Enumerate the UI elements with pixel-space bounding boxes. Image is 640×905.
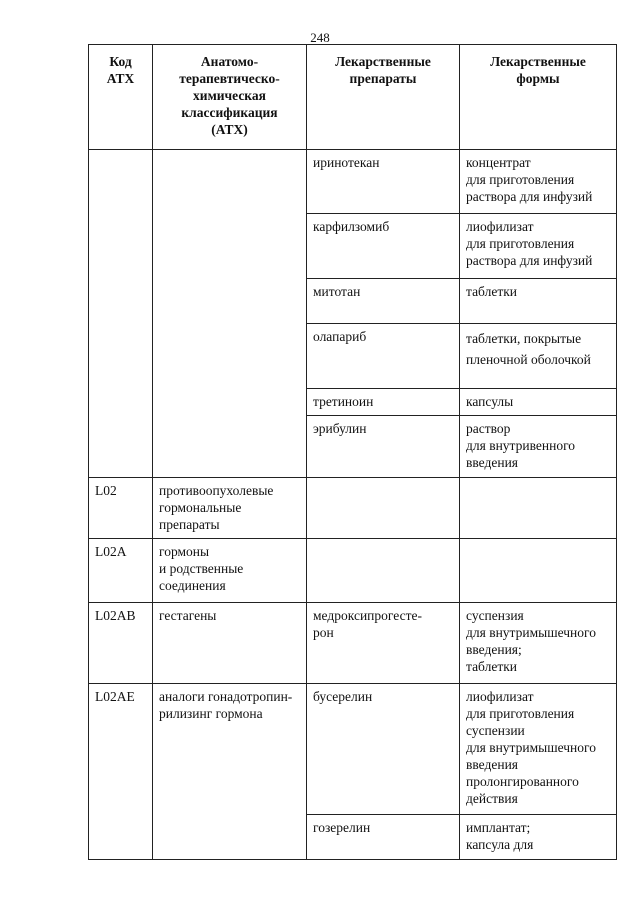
drug-cell: олапариб [307, 324, 460, 389]
drug-cell: бусерелин [307, 684, 460, 815]
form-cell: таблетки [460, 279, 617, 324]
form-cell: лиофилизат для приготовления раствора для инфузий [460, 214, 617, 279]
form-cell: имплантат; капсула для [460, 815, 617, 860]
form-cell: капсулы [460, 389, 617, 416]
table-row [89, 150, 617, 214]
form-cell [460, 478, 617, 539]
drug-cell: иринотекан [307, 150, 460, 214]
drug-cell: митотан [307, 279, 460, 324]
table-row [89, 539, 617, 603]
header-atx-classification: Анатомо- терапевтическо- химическая классификация (ATX) [153, 45, 307, 150]
form-cell: концентрат для приготовления раствора для инфузий [460, 150, 617, 214]
drug-cell [307, 539, 460, 603]
table-row [89, 478, 617, 539]
code-cell: L02AB [89, 603, 153, 684]
classification-cell: противоопухолевые гормональные препараты [153, 478, 307, 539]
form-cell: суспензия для внутримышечного введения; таблетки [460, 603, 617, 684]
classification-cell: гестагены [153, 603, 307, 684]
table-row [89, 684, 617, 815]
drug-cell: эрибулин [307, 416, 460, 478]
header-drugs: Лекарственные препараты [307, 45, 460, 150]
form-cell [460, 539, 617, 603]
code-cell: L02A [89, 539, 153, 603]
classification-cell: гормоны и родственные соединения [153, 539, 307, 603]
form-cell: лиофилизат для приготовления суспензии для внутримышечного введения пролонгированного действия [460, 684, 617, 815]
drug-cell [307, 478, 460, 539]
header-atx-code: Код ATX [89, 45, 153, 150]
drug-cell: гозерелин [307, 815, 460, 860]
classification-cell: аналоги гонадотропин- рилизинг гормона [153, 684, 307, 860]
form-cell: таблетки, покрытые пленочной оболочкой [460, 324, 617, 389]
drug-cell: карфилзомиб [307, 214, 460, 279]
code-cell [89, 150, 153, 478]
code-cell: L02AE [89, 684, 153, 860]
classification-cell [153, 150, 307, 478]
drug-cell: медроксипрогесте- рон [307, 603, 460, 684]
atx-drug-table [88, 44, 617, 860]
header-dosage-forms: Лекарственные формы [460, 45, 617, 150]
page-number: 248 [310, 30, 330, 45]
table-header-row [89, 45, 617, 150]
form-cell: раствор для внутривенного введения [460, 416, 617, 478]
code-cell: L02 [89, 478, 153, 539]
drug-cell: третиноин [307, 389, 460, 416]
table-row [89, 603, 617, 684]
